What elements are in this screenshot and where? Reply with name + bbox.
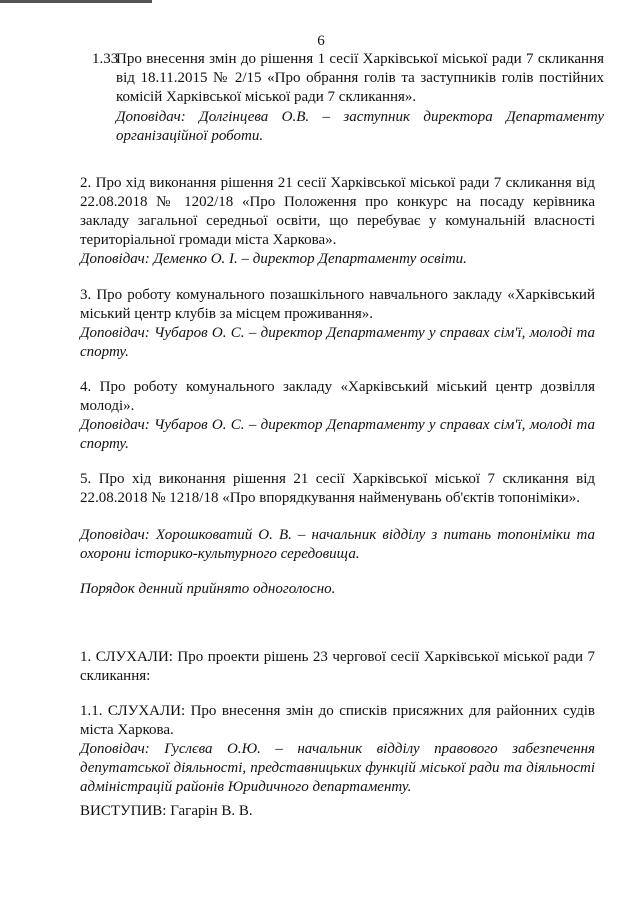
agenda-item-1-33: [116, 50, 604, 107]
agenda-item-speaker: Доповідач: Долгінцева О.В. – заступник директора Департаменту організаційної роботи.: [116, 109, 604, 144]
agenda-item-3-speaker: Доповідач: Чубаров О. С. – директор Департаменту у справах сім'ї, молоді та спорту.: [80, 325, 595, 360]
agenda-item-2-speaker: Доповідач: Деменко О. І. – директор Департаменту освіти.: [80, 251, 467, 267]
top-rule: [0, 0, 152, 3]
heard-1: 1. СЛУХАЛИ: Про проекти рішень 23 чергової сесії Харківської міської ради 7 скликання:: [80, 649, 595, 684]
agenda-adopted: Порядок денний прийнято одноголосно.: [80, 581, 336, 597]
agenda-item-4: 4. Про роботу комунального закладу «Харківський міський центр дозвілля молоді».: [80, 379, 595, 414]
agenda-item-3: 3. Про роботу комунального позашкільного навчального закладу «Харківський міський центр клубів за місцем проживання».: [80, 287, 595, 322]
page-number: 6: [317, 33, 325, 49]
item-number: 1.33: [92, 51, 119, 67]
agenda-item-5: 5. Про хід виконання рішення 21 сесії Харківської міської 7 скликання від 22.08.2018 № 1218/18 «Про впорядкування найменувань об'єктів топоніміки».: [80, 471, 595, 506]
agenda-item-4-speaker: Доповідач: Чубаров О. С. – директор Департаменту у справах сім'ї, молоді та спорту.: [80, 417, 595, 452]
agenda-item-text: Про внесення змін до рішення 1 сесії Харківської міської ради 7 скликання від 18.11.2015 № 2/15 «Про обрання голів та заступників голів постійних комісій Харківської міської ради 7 скликання».: [116, 51, 604, 105]
heard-1-1: 1.1. СЛУХАЛИ: Про внесення змін до списків присяжних для районних судів міста Харкова.: [80, 703, 595, 738]
spoke: ВИСТУПИВ: Гагарін В. В.: [80, 803, 253, 819]
agenda-item-2: 2. Про хід виконання рішення 21 сесії Харківської міської ради 7 скликання від 22.08.2018 № 1202/18 «Про Положення про конкурс на посаду керівника закладу загальної середньої освіти, що перебуває у комунальній власності територіальної громади міста Харкова».: [80, 175, 595, 248]
agenda-item-5-speaker: Доповідач: Хорошковатий О. В. – начальник відділу з питань топоніміки та охорони історико-культурного середовища.: [80, 527, 595, 562]
heard-1-1-speaker: Доповідач: Гуслєва О.Ю. – начальник відділу правового забезпечення депутатської діяльності, представницьких функцій міської ради та діяльності адміністрацій районів Юридичного департаменту.: [80, 741, 595, 795]
